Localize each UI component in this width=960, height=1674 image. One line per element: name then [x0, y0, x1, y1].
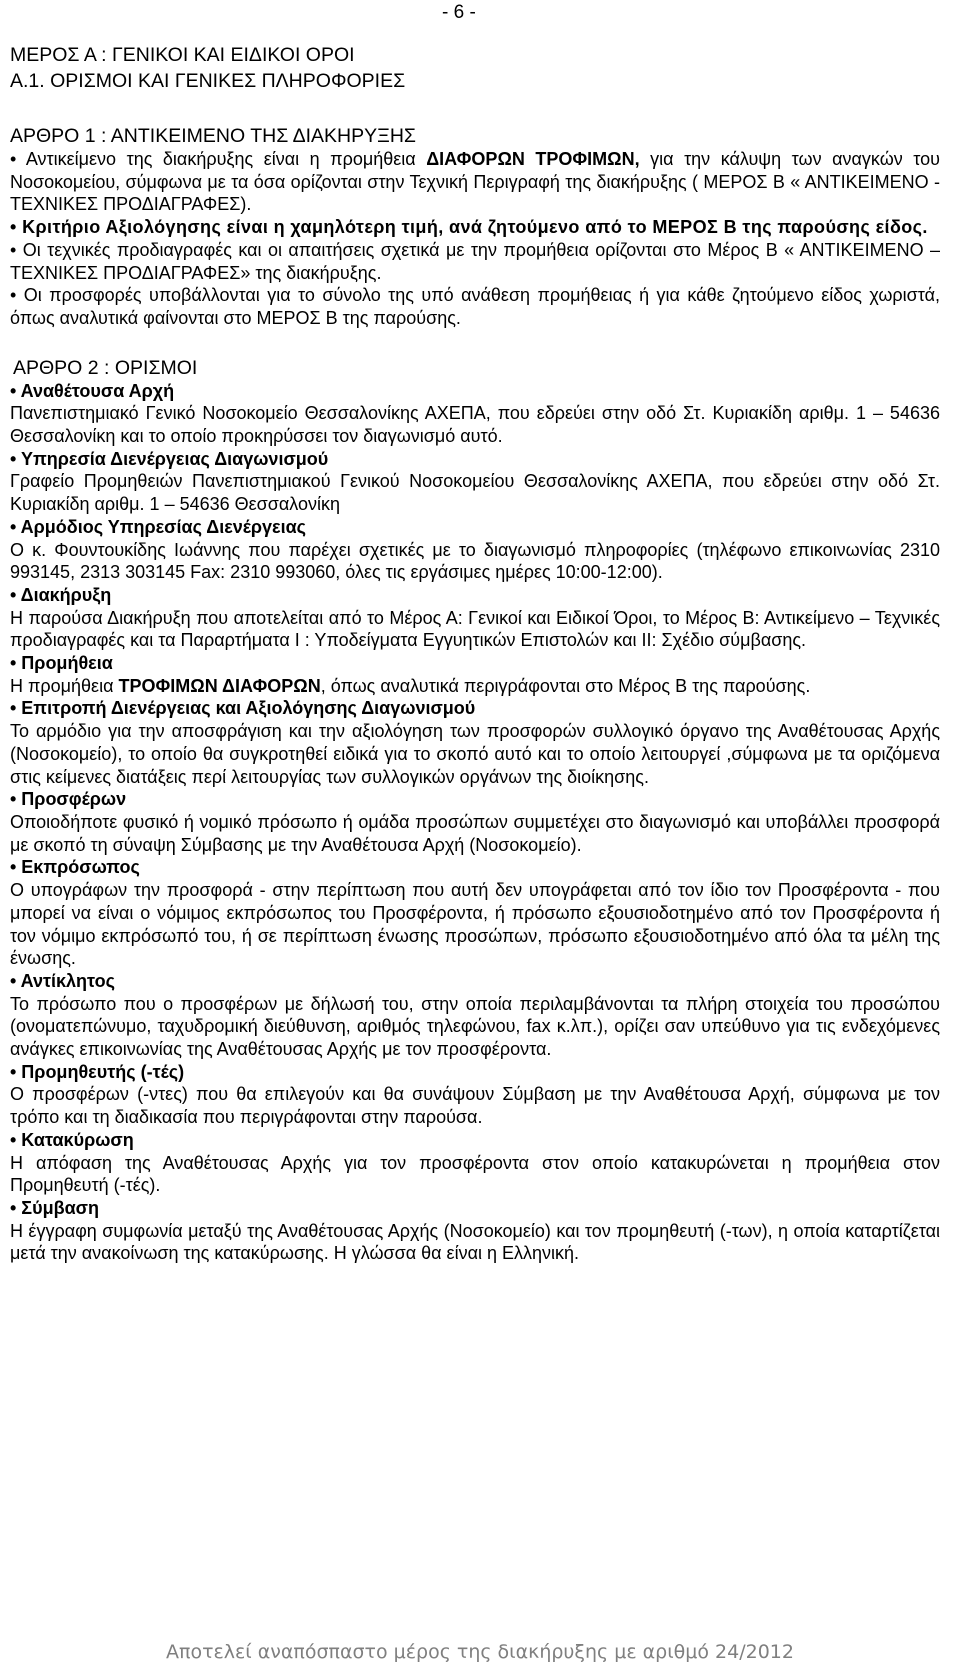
definition-term: • Αναθέτουσα Αρχή — [10, 380, 175, 401]
article-1-bullet-3: • Οι τεχνικές προδιαγραφές και οι απαιτήσεις σχετικά με την προμήθεια ορίζονται στο Μέρος Β « ΑΝΤΙΚΕΙΜΕΝΟ – ΤΕΧΝΙΚΕΣ ΠΡΟΔΙΑΓΡΑΦΕΣ» της διακήρυξης. — [10, 239, 940, 283]
section-heading: Α.1. ΟΡΙΣΜΟΙ ΚΑΙ ΓΕΝΙΚΕΣ ΠΛΗΡΟΦΟΡΙΕΣ — [10, 70, 406, 92]
definition-text: Η απόφαση της Αναθέτουσας Αρχής για τον προσφέροντα στον οποίο κατακυρώνεται η προμήθεια στον Προμηθευτή (-τές). — [10, 1152, 940, 1196]
definition-term: • Κατακύρωση — [10, 1129, 134, 1150]
definition-term: • Αντίκλητος — [10, 970, 115, 991]
definition-text: Ο προσφέρων (-ντες) που θα επιλεγούν και θα συνάψουν Σύμβαση με την Αναθέτουσα Αρχή, σύμφωνα με τον τρόπο και τη διαδικασία που περιγράφονται στην παρούσα. — [10, 1084, 940, 1128]
definition-text: Ο κ. Φουντουκίδης Ιωάννης που παρέχει σχετικές με το διαγωνισμό πληροφορίες (τηλέφωνο επικοινωνίας 2310 993145, 2313 303145 Fax: 2310 993060, όλες τις εργάσιμες ημέρες 10:00-12:00). — [10, 539, 940, 583]
definition-text: Ο υπογράφων την προσφορά - στην περίπτωση που αυτή δεν υπογράφεται από τον ίδιο τον Προσφέροντα - που μπορεί να είναι ο νόμιμος εκπρόσωπος του Προσφέροντα, ή πρόσωπο εξουσιοδοτημένο από τον Προσφέροντα ή τον νόμιμο εκπρόσωπό του, ή σε περίπτωση ένωσης προσώπων, πρόσωπο εξουσιοδοτημένο από όλα τα μέλη της ένωσης. — [10, 880, 940, 969]
definition-term: • Προσφέρων — [10, 789, 127, 810]
definition-term: • Εκπρόσωπος — [10, 857, 140, 878]
definition-text: Πανεπιστημιακό Γενικό Νοσοκομείο Θεσσαλονίκης ΑΧΕΠΑ, που εδρεύει στην οδό Στ. Κυριακίδη αριθμ. 1 – 54636 Θεσσαλονίκη και το οποίο προκηρύσσει τον διαγωνισμό αυτό. — [10, 403, 940, 447]
definition-term: • Προμηθευτής (-τές) — [10, 1061, 185, 1082]
definition-text: Γραφείο Προμηθειών Πανεπιστημιακού Γενικού Νοσοκομείου Θεσσαλονίκης ΑΧΕΠΑ, που εδρεύει στην οδό Στ. Κυριακίδη αριθμ. 1 – 54636 Θεσσαλονίκη — [10, 471, 940, 515]
definition-term: • Υπηρεσία Διενέργειας Διαγωνισμού — [10, 448, 329, 469]
definition-text: Η παρούσα Διακήρυξη που αποτελείται από το Μέρος Α: Γενικοί και Ειδικοί Όροι, το Μέρος Β: Αντικείμενο – Τεχνικές προδιαγραφές και τα Παραρτήματα Ι : Υποδείγματα Εγγυητικών Επιστολών και ΙΙ: Σχέδιο σύμβασης. — [10, 607, 940, 651]
page-number: - 6 - — [442, 2, 476, 23]
definition-term: • Προμήθεια — [10, 653, 113, 674]
definition-text: Οποιοδήποτε φυσικό ή νομικό πρόσωπο ή ομάδα προσώπων συμμετέχει στο διαγωνισμό και υποβάλλει προσφορά με σκοπό τη σύναψη Σύμβασης με την Αναθέτουσα Αρχή (Νοσοκομείο). — [10, 811, 940, 855]
part-heading: ΜΕΡΟΣ Α : ΓΕΝΙΚΟΙ ΚΑΙ ΕΙΔΙΚΟΙ ΟΡΟΙ — [10, 44, 355, 66]
article-1-bullet-2: • Κριτήριο Αξιολόγησης είναι η χαμηλότερη τιμή, ανά ζητούμενο από το ΜΕΡΟΣ Β της παρούσης είδος. — [10, 217, 928, 238]
article-2-title: ΑΡΘΡΟ 2 : ΟΡΙΣΜΟΙ — [13, 356, 198, 379]
definition-term: • Σύμβαση — [10, 1197, 99, 1218]
definition-text: Το αρμόδιο για την αποσφράγιση και την αξιολόγηση των προσφορών συλλογικό όργανο της Αναθέτουσας Αρχής (Νοσοκομείο), το οποίο θα συγκροτηθεί ειδικά για το σκοπό αυτό και το οποίο λειτουργεί ,σύμφωνα με τα οριζόμενα στις κείμενες διατάξεις περί λειτουργίας των συλλογικών οργάνων της διοίκησης. — [10, 721, 940, 787]
article-1-bullet-4: • Οι προσφορές υποβάλλονται για το σύνολο της υπό ανάθεση προμήθειας ή για κάθε ζητούμενο είδος χωριστά, όπως αναλυτικά φαίνονται στο ΜΕΡΟΣ Β της παρούσης. — [10, 285, 940, 328]
definition-term: • Διακήρυξη — [10, 584, 112, 605]
article-1-title: ΑΡΘΡΟ 1 : ΑΝΤΙΚΕΙΜΕΝΟ ΤΗΣ ΔΙΑΚΗΡΥΞΗΣ — [10, 125, 416, 147]
definition-text: Η προμήθεια ΤΡΟΦΙΜΩΝ ΔΙΑΦΟΡΩΝ, όπως αναλυτικά περιγράφονται στο Μέρος Β της παρούσης. — [10, 675, 811, 696]
definition-term: • Αρμόδιος Υπηρεσίας Διενέργειας — [10, 516, 306, 537]
definition-text: Το πρόσωπο που ο προσφέρων με δήλωσή του, στην οποία περιλαμβάνονται τα πλήρη στοιχεία του προσώπου (ονοματεπώνυμο, ταχυδρομική διεύθυνση, αριθμός τηλεφώνου, fax κ.λπ.), ορίζει σαν υπεύθυνο για τις ενδεχόμενες ανάγκες επικοινωνίας της Αναθέτουσας Αρχής με τον προσφέροντα. — [10, 993, 940, 1060]
page-footer: Αποτελεί αναπόσπαστο μέρος της διακήρυξης με αριθμό 24/2012 — [166, 1641, 794, 1663]
definition-text: Η έγγραφη συμφωνία μεταξύ της Αναθέτουσας Αρχής (Νοσοκομείο) και τον προμηθευτή (-των), η οποία καταρτίζεται μετά την ανακοίνωση της κατακύρωσης. Η γλώσσα θα είναι η Ελληνική. — [10, 1220, 940, 1264]
article-1-bullet-1: • Αντικείμενο της διακήρυξης είναι η προμήθεια ΔΙΑΦΟΡΩΝ ΤΡΟΦΙΜΩΝ, για την κάλυψη των αναγκών του Νοσοκομείου, σύμφωνα με τα όσα ορίζονται στην Τεχνική Περιγραφή της διακήρυξης ( ΜΕΡΟΣ Β « ΑΝΤΙΚΕΙΜΕΝΟ - ΤΕΧΝΙΚΕΣ ΠΡΟΔΙΑΓΡΑΦΕΣ). — [10, 149, 940, 215]
definition-term: • Επιτροπή Διενέργειας και Αξιολόγησης Διαγωνισμού — [10, 698, 476, 719]
document-body — [10, 42, 940, 1265]
